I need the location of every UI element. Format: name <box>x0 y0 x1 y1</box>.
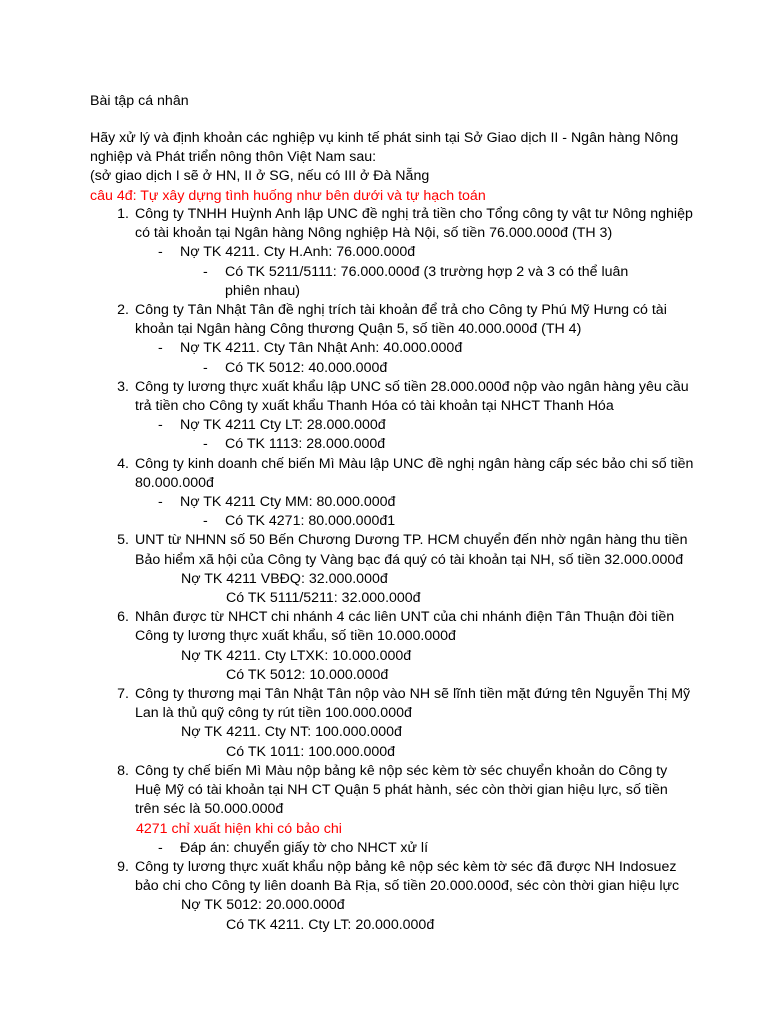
credit-entry <box>90 263 710 301</box>
item-text: Công ty chế biến Mì Màu nộp bảng kê nộp séc kèm tờ séc chuyển khoản do Công ty Huệ Mỹ có tài khoản tại NH CT Quận 5 phát hành, séc còn thời gian hiệu lực, số tiền trên séc là 50.000.000đ <box>135 762 668 818</box>
list-item <box>90 762 710 820</box>
credit-entry: Có TK 5111/5211: 32.000.000đ <box>226 590 421 607</box>
debit-entry <box>90 416 710 435</box>
list-item <box>90 858 710 896</box>
item-number: 9. <box>117 858 129 875</box>
entry-text: Có TK 4271: 80.000.000đ1 <box>225 513 396 530</box>
red-note: 4271 chỉ xuất hiện khi có bảo chi <box>136 820 342 837</box>
debit-entry: Nợ TK 5012: 20.000.000đ <box>181 897 345 914</box>
credit-entry <box>90 512 710 531</box>
item-text: Công ty Tân Nhật Tân đề nghị trích tài khoản để trả cho Công ty Phú Mỹ Hưng có tài khoản tại Ngân hàng Công thương Quận 5, số tiền 40.000.000đ (TH 4) <box>135 302 667 338</box>
credit-entry <box>90 435 710 454</box>
item-text: Công ty TNHH Huỳnh Anh lập UNC đề nghị trả tiền cho Tổng công ty vật tư Nông nghiệp có tài khoản tại Ngân hàng Nông nghiệp Hà Nội, số tiền 76.000.000đ (TH 3) <box>135 206 693 242</box>
debit-entry: Nợ TK 4211 VBĐQ: 32.000.000đ <box>181 570 388 587</box>
item-number: 6. <box>117 609 129 626</box>
dash-bullet: - <box>158 839 163 856</box>
dash-bullet: - <box>203 436 208 453</box>
list-item <box>90 531 710 569</box>
intro-line-2: nghiệp và Phát triển nông thôn Việt Nam sau: <box>90 149 377 166</box>
entry-text: Nợ TK 4211 Cty MM: 80.000.000đ <box>180 494 396 511</box>
entry-text: Nợ TK 4211. Cty H.Anh: 76.000.000đ <box>180 244 416 261</box>
item-number: 2. <box>117 302 129 319</box>
debit-entry <box>90 339 710 358</box>
dash-bullet: - <box>203 359 208 376</box>
intro-paragraph <box>90 129 690 206</box>
intro-line-3: (sở giao dịch I sẽ ở HN, II ở SG, nếu có III ở Đà Nẵng <box>90 168 430 185</box>
list-item <box>90 378 710 416</box>
credit-entry <box>90 359 710 378</box>
item-number: 3. <box>117 378 129 395</box>
item-number: 5. <box>117 532 129 549</box>
dash-bullet: - <box>158 494 163 511</box>
item-text: Công ty lương thực xuất khẩu lập UNC số tiền 28.000.000đ nộp vào ngân hàng yêu cầu trả tiền cho Công ty xuất khẩu Thanh Hóa có tài khoản tại NHCT Thanh Hóa <box>135 378 689 415</box>
entry-text: Đáp án: chuyển giấy tờ cho NHCT xử lí <box>180 839 429 856</box>
intro-line-1: Hãy xử lý và định khoản các nghiệp vụ kinh tế phát sinh tại Sở Giao dịch II - Ngân hàng Nông <box>90 130 679 146</box>
item-number: 4. <box>117 455 129 472</box>
item-number: 8. <box>117 762 129 779</box>
task-instruction: câu 4đ: Tự xây dựng tình huống như bên dưới và tự hạch toán <box>90 187 486 204</box>
item-text: Công ty thương mại Tân Nhật Tân nộp vào NH sẽ lĩnh tiền mặt đứng tên Nguyễn Thị Mỹ Lan là thủ quỹ công ty rút tiền 100.000.000đ <box>135 686 691 722</box>
item-number: 7. <box>117 686 129 703</box>
entry-text: Nợ TK 4211. Cty Tân Nhật Anh: 40.000.000đ <box>180 340 463 357</box>
list-item <box>90 608 710 646</box>
dash-bullet: - <box>158 417 163 434</box>
item-text: Công ty lương thực xuất khẩu nộp bảng kê nộp séc kèm tờ séc đã được NH Indosuez bảo chi cho Công ty liên doanh Bà Rịa, số tiền 20.000.000đ, séc còn thời gian hiệu lực <box>135 858 680 895</box>
credit-entry: Có TK 5012: 10.000.000đ <box>226 666 389 683</box>
exercise-list <box>90 205 710 935</box>
dash-bullet: - <box>203 513 208 530</box>
document-title: Bài tập cá nhân <box>90 93 189 109</box>
entry-text: Có TK 5211/5111: 76.000.000đ (3 trường hợp 2 và 3 có thể luân phiên nhau) <box>225 263 629 299</box>
debit-entry: Nợ TK 4211. Cty LTXK: 10.000.000đ <box>181 647 412 664</box>
list-item <box>90 685 710 723</box>
credit-entry: Có TK 4211. Cty LT: 20.000.000đ <box>226 916 435 933</box>
list-item <box>90 455 710 493</box>
entry-text: Nợ TK 4211 Cty LT: 28.000.000đ <box>180 417 386 434</box>
item-text: UNT từ NHNN số 50 Bến Chương Dương TP. HCM chuyển đến nhờ ngân hàng thu tiền Bảo hiểm xã hội của Công ty Vàng bạc đá quý có tài khoản tại NH, số tiền 32.000.000đ <box>135 532 688 568</box>
item-number: 1. <box>117 206 129 222</box>
list-item <box>90 205 710 243</box>
credit-entry: Có TK 1011: 100.000.000đ <box>226 743 396 760</box>
debit-entry: Nợ TK 4211. Cty NT: 100.000.000đ <box>181 724 402 741</box>
answer-entry <box>90 839 710 858</box>
debit-entry <box>90 243 710 262</box>
item-text: Nhân được từ NHCT chi nhánh 4 các liên UNT của chi nhánh điện Tân Thuận đòi tiền Công ty lương thực xuất khẩu, số tiền 10.000.000đ <box>135 609 675 645</box>
dash-bullet: - <box>158 244 163 261</box>
entry-text: Có TK 5012: 40.000.000đ <box>225 359 388 376</box>
debit-entry <box>90 493 710 512</box>
dash-bullet: - <box>203 263 208 280</box>
item-text: Công ty kinh doanh chế biến Mì Màu lập UNC đề nghị ngân hàng cấp séc bảo chi số tiền 80.000.000đ <box>135 455 694 491</box>
entry-text: Có TK 1113: 28.000.000đ <box>225 436 386 453</box>
dash-bullet: - <box>158 340 163 357</box>
list-item <box>90 301 710 339</box>
